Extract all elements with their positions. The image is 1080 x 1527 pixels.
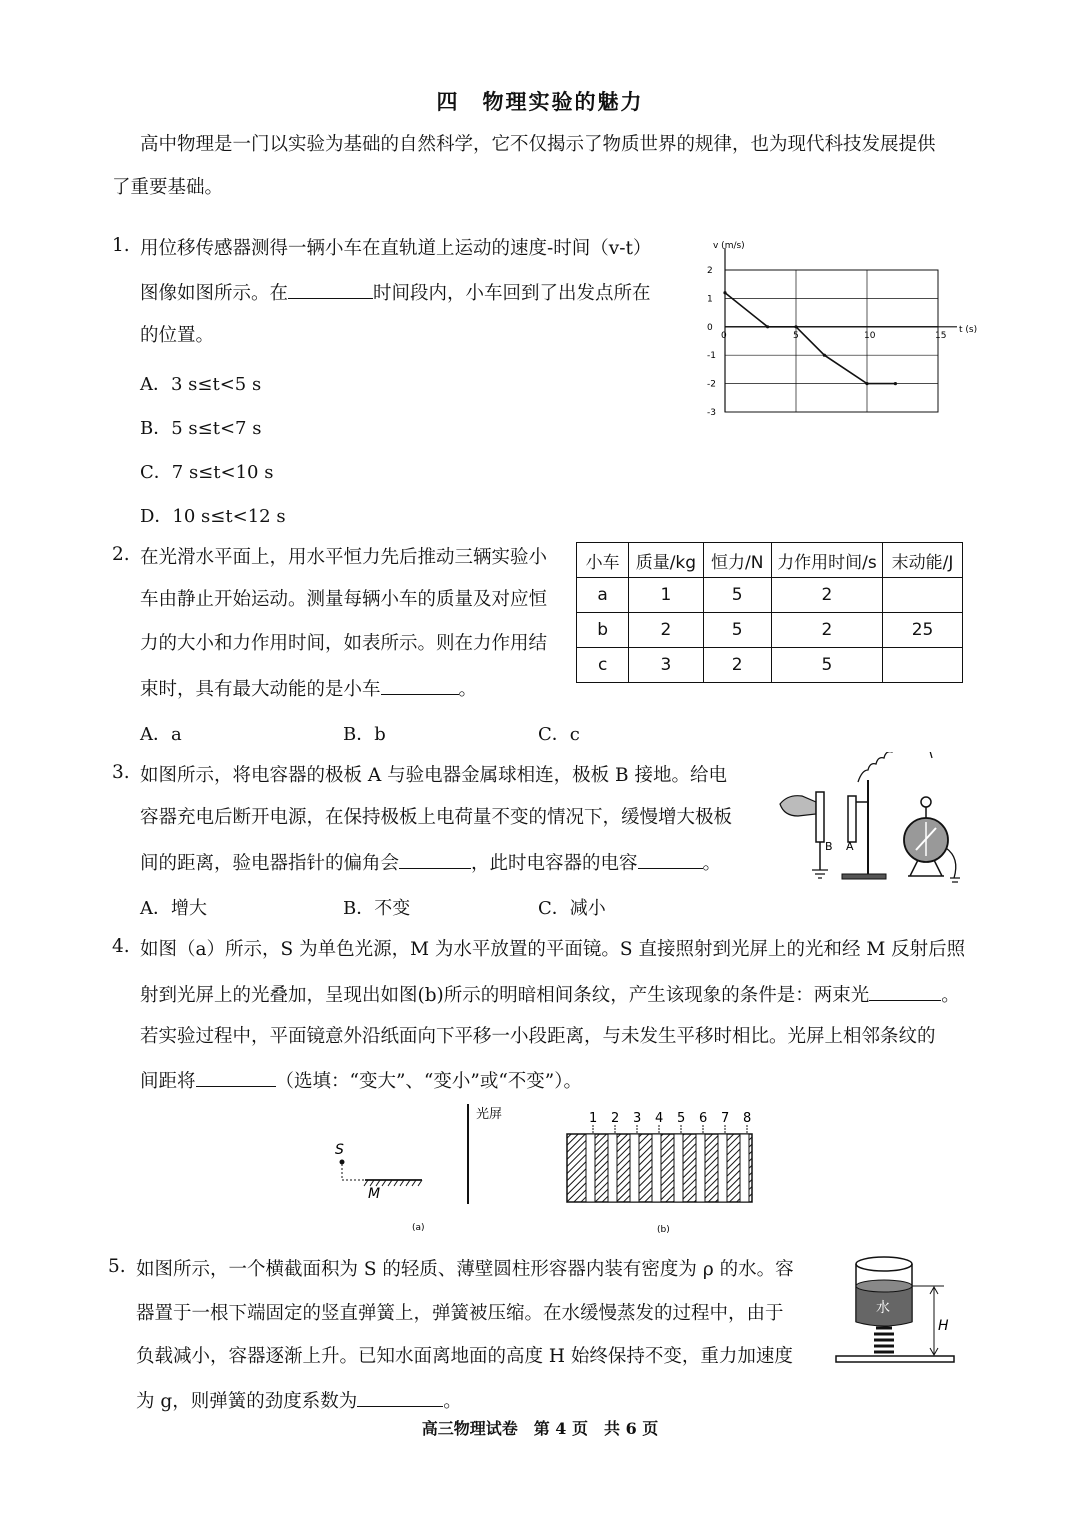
table-cell: 2: [771, 578, 882, 613]
table-cell: [883, 648, 963, 683]
q4-line-4b: （选填：“变大”、“变小”或“不变”）。: [275, 1071, 583, 1092]
fringe-number: 3: [633, 1111, 642, 1126]
table-cell: 2: [629, 613, 703, 648]
fringe-number: 2: [611, 1111, 620, 1126]
q2-line-4b: 。: [458, 679, 478, 700]
figure-a: [320, 1098, 520, 1238]
q2-option-a[interactable]: A．a: [140, 724, 182, 745]
table-header-cell: 力作用时间/s: [771, 543, 882, 578]
table-cell: 2: [703, 648, 771, 683]
table-header-cell: 小车: [577, 543, 629, 578]
q5-line-2: 器置于一根下端固定的竖直弹簧上，弹簧被压缩。在水缓慢蒸发的过程中，由于: [136, 1303, 784, 1324]
table-cell: 5: [771, 648, 882, 683]
water-label: 水: [876, 1300, 890, 1316]
q1-option-b[interactable]: B．5 s≤t<7 s: [140, 418, 262, 439]
q3-line-1: 如图所示，将电容器的极板 A 与验电器金属球相连，极板 B 接地。给电: [140, 765, 727, 786]
table-cell: 5: [703, 578, 771, 613]
q1-line-1: 用位移传感器测得一辆小车在直轨道上运动的速度-时间（v-t）: [140, 238, 652, 259]
bright-fringe: [586, 1134, 595, 1202]
q4-answer-blank-1[interactable]: [869, 980, 941, 1001]
table-cell: 2: [771, 613, 882, 648]
fringe-number: 1: [589, 1111, 598, 1126]
q3-line-3c: 。: [702, 853, 722, 874]
q3-line-3a: 间的距离，验电器指针的偏角会: [140, 853, 400, 874]
q5-number: 5.: [108, 1256, 126, 1277]
q2-line-4: [140, 674, 477, 704]
q3-line-2: 容器充电后断开电源，在保持极板上电荷量不变的情况下，缓慢增大极板: [140, 807, 733, 828]
q5-line-4a: 为 g，则弹簧的劲度系数为: [136, 1391, 358, 1412]
data-point: [794, 325, 797, 328]
section-title: 四 物理实验的魅力: [436, 89, 644, 114]
mirror-label: M: [368, 1186, 381, 1202]
table-header-cell: 质量/kg: [629, 543, 703, 578]
wire-coil: [858, 752, 932, 782]
plot-frame: [725, 270, 938, 412]
q4-line-3: 若实验过程中，平面镜意外沿纸面向下平移一小段距离，与未发生平移时相比。光屏上相邻条纹的: [140, 1026, 936, 1047]
label-a: A: [846, 840, 854, 853]
light-source-icon: [340, 1160, 345, 1165]
table-header-cell: 恒力/N: [703, 543, 771, 578]
q5-line-4: [136, 1386, 462, 1416]
q4-line-4a: 间距将: [140, 1071, 196, 1092]
table-cell: 3: [629, 648, 703, 683]
q3-line-3b: ，此时电容器的电容: [471, 853, 638, 874]
q2-number: 2.: [112, 544, 130, 565]
q5-line-4b: 。: [443, 1391, 462, 1412]
q2-line-4a: 束时，具有最大动能的是小车: [140, 679, 381, 700]
fringe-number: 7: [721, 1111, 730, 1126]
bright-fringe: [740, 1134, 749, 1202]
capacitor-electroscope-figure: [768, 752, 968, 892]
figure-b-caption: (b): [657, 1225, 670, 1235]
x-tick-label: 15: [935, 330, 947, 341]
table-row: [577, 613, 963, 648]
q2-option-c[interactable]: C．c: [538, 724, 580, 745]
table-row: [577, 578, 963, 613]
height-label: H: [938, 1318, 949, 1334]
plate-b: [816, 792, 824, 842]
intro-line-1: 高中物理是一门以实验为基础的自然科学，它不仅揭示了物质世界的规律，也为现代科技发展提供: [140, 134, 936, 155]
q2-line-1: 在光滑水平面上，用水平恒力先后推动三辆实验小: [140, 547, 548, 568]
q5-line-1: 如图所示，一个横截面积为 S 的轻质、薄壁圆柱形容器内装有密度为 ρ 的水。容: [136, 1259, 794, 1280]
q1-line-3: 的位置。: [140, 325, 215, 346]
y-tick-label: -1: [707, 351, 716, 362]
q1-number: 1.: [112, 235, 130, 256]
fringe-number: 6: [699, 1111, 708, 1126]
vt-xlabel: t (s): [959, 325, 978, 335]
q1-option-d[interactable]: D．10 s≤t<12 s: [140, 506, 286, 527]
q5-line-3: 负载减小，容器逐渐上升。已知水面离地面的高度 H 始终保持不变，重力加速度: [136, 1346, 793, 1367]
ground-plate: [836, 1356, 954, 1362]
fringe-number: 5: [677, 1111, 686, 1126]
y-tick-label: -2: [707, 379, 716, 390]
bright-fringe: [696, 1134, 705, 1202]
q4-line-2a: 射到光屏上的光叠加，呈现出如图(b)所示的明暗相间条纹，产生该现象的条件是：两束光: [140, 985, 870, 1006]
vt-axes: [707, 248, 957, 418]
q4-line-1: 如图（a）所示，S 为单色光源，M 为水平放置的平面镜。S 直接照射到光屏上的光和经 M 反射后照: [140, 939, 966, 960]
table-cell: [883, 578, 963, 613]
x-tick-label: 5: [793, 330, 799, 341]
q2-line-2: 车由静止开始运动。测量每辆小车的质量及对应恒: [140, 589, 548, 610]
q1-answer-blank[interactable]: [288, 278, 373, 299]
hand-icon: [780, 796, 816, 816]
spring-container-figure: [832, 1250, 962, 1374]
bright-fringe: [630, 1134, 639, 1202]
table-cell: 5: [703, 613, 771, 648]
table-cell: b: [577, 613, 629, 648]
q2-answer-blank[interactable]: [381, 674, 459, 695]
q4-answer-blank-2[interactable]: [196, 1066, 276, 1087]
vt-grid: [725, 270, 938, 412]
fringe-labels: [589, 1111, 751, 1133]
q1-line-2b: 时间段内，小车回到了出发点所在: [373, 283, 651, 304]
q1-line-2a: 图像如图所示。在: [140, 283, 289, 304]
q3-answer-blank-1[interactable]: [399, 848, 471, 869]
q2-line-3: 力的大小和力作用时间，如表所示。则在力作用结: [140, 633, 548, 654]
fringe-number: 4: [655, 1111, 664, 1126]
data-point: [766, 325, 769, 328]
bright-fringe: [718, 1134, 727, 1202]
q3-number: 3.: [112, 762, 130, 783]
spring-icon: [874, 1328, 894, 1352]
q4-line-2b: 。: [941, 985, 960, 1006]
table-cell: c: [577, 648, 629, 683]
page-footer: 高三物理试卷 第 4 页 共 6 页: [421, 1419, 659, 1438]
data-point: [723, 291, 726, 294]
table-cell: 1: [629, 578, 703, 613]
table-row: [577, 648, 963, 683]
table-cell: a: [577, 578, 629, 613]
table-cell: 25: [883, 613, 963, 648]
table-header-row: [577, 543, 963, 578]
y-tick-label: 2: [707, 266, 713, 276]
y-tick-label: 0: [707, 322, 713, 333]
vt-ylabel: v (m/s): [713, 241, 745, 251]
q3-option-b[interactable]: B．不变: [343, 898, 411, 919]
q3-option-c[interactable]: C．减小: [538, 898, 606, 919]
data-point: [865, 382, 868, 385]
electroscope-ball: [921, 797, 931, 807]
table-header-cell: 末动能/J: [883, 543, 963, 578]
q2-data-table: [576, 542, 963, 683]
vt-chart: [695, 236, 995, 426]
q4-line-2: [140, 980, 960, 1010]
screen-label: 光屏: [476, 1107, 503, 1122]
q2-option-b[interactable]: B．b: [343, 724, 386, 745]
source-label: S: [335, 1142, 344, 1158]
plate-a: [848, 796, 856, 842]
ground-icon: [812, 870, 828, 878]
q4-line-4: [140, 1066, 582, 1096]
data-point: [823, 354, 826, 357]
data-point: [894, 382, 897, 385]
x-tick-label: 10: [864, 330, 876, 341]
fringe-number: 8: [743, 1111, 752, 1126]
intro-line-2: 了重要基础。: [112, 177, 224, 198]
q1-line-2: [140, 278, 651, 308]
bright-fringe: [674, 1134, 683, 1202]
q3-line-3: [140, 848, 721, 878]
y-tick-label: 1: [707, 294, 713, 305]
figure-b: [555, 1100, 770, 1240]
y-tick-label: -3: [707, 408, 716, 418]
q3-option-a[interactable]: A．增大: [140, 898, 207, 919]
q5-answer-blank[interactable]: [357, 1386, 443, 1407]
q1-option-a[interactable]: A．3 s≤t<5 s: [140, 374, 262, 395]
figure-a-caption: (a): [412, 1223, 425, 1233]
bright-fringe: [608, 1134, 617, 1202]
q3-answer-blank-2[interactable]: [638, 848, 703, 869]
label-b: B: [825, 840, 833, 853]
x-tick-label: 0: [721, 330, 727, 341]
q4-number: 4.: [112, 936, 130, 957]
q1-option-c[interactable]: C．7 s≤t<10 s: [140, 462, 274, 483]
bright-fringe: [652, 1134, 661, 1202]
